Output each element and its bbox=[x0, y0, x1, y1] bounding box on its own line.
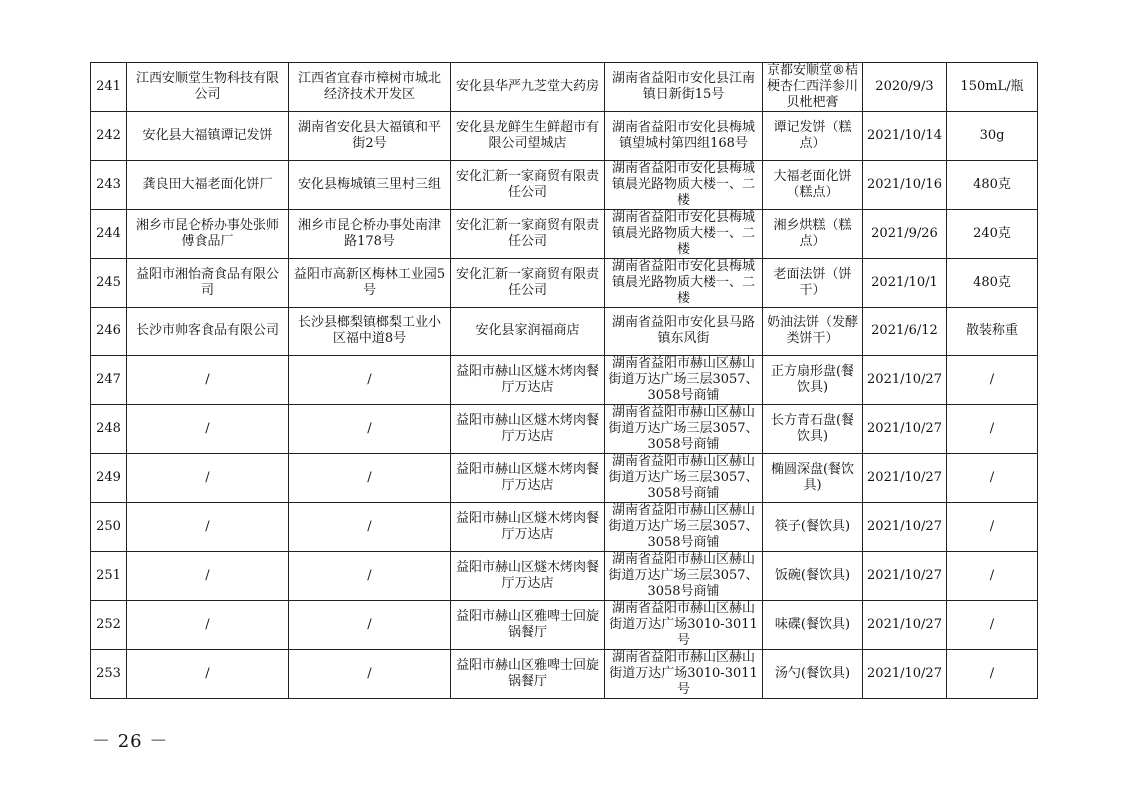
seller-name-cell: 益阳市赫山区雅啤士回旋锅餐厅 bbox=[451, 650, 605, 699]
seller-name-cell: 益阳市赫山区燧木烤肉餐厅万达店 bbox=[451, 356, 605, 405]
seller-address-cell: 湖南省益阳市安化县江南镇日新街15号 bbox=[605, 63, 763, 112]
row-number-cell: 246 bbox=[91, 307, 127, 356]
row-number-cell: 250 bbox=[91, 503, 127, 552]
row-number-cell: 252 bbox=[91, 601, 127, 650]
specification-cell: / bbox=[947, 601, 1038, 650]
producer-name-cell: / bbox=[127, 454, 289, 503]
seller-address-cell: 湖南省益阳市赫山区赫山街道万达广场三层3057、3058号商铺 bbox=[605, 454, 763, 503]
row-number-cell: 242 bbox=[91, 112, 127, 161]
product-name-cell: 饭碗(餐饮具) bbox=[763, 552, 863, 601]
seller-name-cell: 安化县龙鲜生生鲜超市有限公司望城店 bbox=[451, 112, 605, 161]
specification-cell: / bbox=[947, 454, 1038, 503]
product-name-cell: 老面法饼（饼干） bbox=[763, 258, 863, 307]
table-row bbox=[91, 405, 1038, 454]
production-date-cell: 2021/6/12 bbox=[863, 307, 947, 356]
table-row bbox=[91, 209, 1038, 258]
seller-name-cell: 益阳市赫山区燧木烤肉餐厅万达店 bbox=[451, 503, 605, 552]
producer-address-cell: / bbox=[289, 552, 451, 601]
table-row bbox=[91, 112, 1038, 161]
product-name-cell: 正方扇形盘(餐饮具) bbox=[763, 356, 863, 405]
producer-name-cell: 江西安顺堂生物科技有限公司 bbox=[127, 63, 289, 112]
product-name-cell: 湘乡烘糕（糕点） bbox=[763, 209, 863, 258]
production-date-cell: 2021/10/27 bbox=[863, 601, 947, 650]
producer-address-cell: / bbox=[289, 503, 451, 552]
producer-address-cell: 益阳市高新区梅林工业园5号 bbox=[289, 258, 451, 307]
table-row bbox=[91, 63, 1038, 112]
production-date-cell: 2021/9/26 bbox=[863, 209, 947, 258]
producer-name-cell: 龚良田大福老面化饼厂 bbox=[127, 160, 289, 209]
product-name-cell: 谭记发饼（糕点） bbox=[763, 112, 863, 161]
producer-address-cell: 安化县梅城镇三里村三组 bbox=[289, 160, 451, 209]
product-name-cell: 长方青石盘(餐饮具) bbox=[763, 405, 863, 454]
producer-address-cell: / bbox=[289, 405, 451, 454]
product-name-cell: 筷子(餐饮具) bbox=[763, 503, 863, 552]
seller-address-cell: 湖南省益阳市安化县梅城镇晨光路物质大楼一、二楼 bbox=[605, 160, 763, 209]
producer-address-cell: 长沙县榔梨镇榔梨工业小区福中道8号 bbox=[289, 307, 451, 356]
producer-name-cell: / bbox=[127, 552, 289, 601]
row-number-cell: 253 bbox=[91, 650, 127, 699]
seller-address-cell: 湖南省益阳市安化县梅城镇晨光路物质大楼一、二楼 bbox=[605, 209, 763, 258]
table-row bbox=[91, 650, 1038, 699]
specification-cell: 散装称重 bbox=[947, 307, 1038, 356]
seller-name-cell: 益阳市赫山区雅啤士回旋锅餐厅 bbox=[451, 601, 605, 650]
seller-name-cell: 安化汇新一家商贸有限责任公司 bbox=[451, 258, 605, 307]
row-number-cell: 247 bbox=[91, 356, 127, 405]
product-name-cell: 椭圆深盘(餐饮具) bbox=[763, 454, 863, 503]
table-row bbox=[91, 160, 1038, 209]
producer-address-cell: 江西省宜春市樟树市城北经济技术开发区 bbox=[289, 63, 451, 112]
producer-address-cell: 湘乡市昆仑桥办事处南津路178号 bbox=[289, 209, 451, 258]
producer-name-cell: / bbox=[127, 503, 289, 552]
inspection-table bbox=[90, 62, 1038, 699]
page-number: － 26 － bbox=[92, 731, 169, 752]
row-number-cell: 243 bbox=[91, 160, 127, 209]
production-date-cell: 2021/10/1 bbox=[863, 258, 947, 307]
table-row bbox=[91, 258, 1038, 307]
producer-name-cell: 安化县大福镇谭记发饼 bbox=[127, 112, 289, 161]
producer-name-cell: 湘乡市昆仑桥办事处张师傅食品厂 bbox=[127, 209, 289, 258]
producer-address-cell: 湖南省安化县大福镇和平街2号 bbox=[289, 112, 451, 161]
seller-name-cell: 安化汇新一家商贸有限责任公司 bbox=[451, 209, 605, 258]
table-row bbox=[91, 307, 1038, 356]
specification-cell: 30g bbox=[947, 112, 1038, 161]
product-name-cell: 奶油法饼（发酵类饼干） bbox=[763, 307, 863, 356]
product-name-cell: 大福老面化饼（糕点） bbox=[763, 160, 863, 209]
production-date-cell: 2021/10/27 bbox=[863, 405, 947, 454]
production-date-cell: 2021/10/27 bbox=[863, 454, 947, 503]
production-date-cell: 2021/10/27 bbox=[863, 552, 947, 601]
seller-address-cell: 湖南省益阳市安化县马路镇东风街 bbox=[605, 307, 763, 356]
producer-address-cell: / bbox=[289, 356, 451, 405]
row-number-cell: 249 bbox=[91, 454, 127, 503]
producer-name-cell: / bbox=[127, 650, 289, 699]
producer-address-cell: / bbox=[289, 601, 451, 650]
production-date-cell: 2021/10/16 bbox=[863, 160, 947, 209]
producer-address-cell: / bbox=[289, 650, 451, 699]
seller-address-cell: 湖南省益阳市安化县梅城镇望城村第四组168号 bbox=[605, 112, 763, 161]
producer-name-cell: 益阳市湘怡斋食品有限公司 bbox=[127, 258, 289, 307]
row-number-cell: 244 bbox=[91, 209, 127, 258]
producer-name-cell: 长沙市帅客食品有限公司 bbox=[127, 307, 289, 356]
specification-cell: / bbox=[947, 650, 1038, 699]
specification-cell: 150mL/瓶 bbox=[947, 63, 1038, 112]
specification-cell: / bbox=[947, 356, 1038, 405]
seller-address-cell: 湖南省益阳市赫山区赫山街道万达广场3010-3011号 bbox=[605, 601, 763, 650]
production-date-cell: 2021/10/27 bbox=[863, 356, 947, 405]
specification-cell: / bbox=[947, 405, 1038, 454]
seller-address-cell: 湖南省益阳市赫山区赫山街道万达广场3010-3011号 bbox=[605, 650, 763, 699]
row-number-cell: 248 bbox=[91, 405, 127, 454]
table-row bbox=[91, 454, 1038, 503]
specification-cell: 240克 bbox=[947, 209, 1038, 258]
seller-name-cell: 益阳市赫山区燧木烤肉餐厅万达店 bbox=[451, 552, 605, 601]
producer-name-cell: / bbox=[127, 405, 289, 454]
table-row bbox=[91, 503, 1038, 552]
producer-address-cell: / bbox=[289, 454, 451, 503]
seller-name-cell: 益阳市赫山区燧木烤肉餐厅万达店 bbox=[451, 454, 605, 503]
production-date-cell: 2020/9/3 bbox=[863, 63, 947, 112]
production-date-cell: 2021/10/27 bbox=[863, 503, 947, 552]
seller-address-cell: 湖南省益阳市赫山区赫山街道万达广场三层3057、3058号商铺 bbox=[605, 405, 763, 454]
production-date-cell: 2021/10/27 bbox=[863, 650, 947, 699]
table-body bbox=[91, 63, 1038, 699]
specification-cell: 480克 bbox=[947, 160, 1038, 209]
seller-address-cell: 湖南省益阳市赫山区赫山街道万达广场三层3057、3058号商铺 bbox=[605, 503, 763, 552]
seller-address-cell: 湖南省益阳市赫山区赫山街道万达广场三层3057、3058号商铺 bbox=[605, 356, 763, 405]
seller-name-cell: 安化汇新一家商贸有限责任公司 bbox=[451, 160, 605, 209]
row-number-cell: 245 bbox=[91, 258, 127, 307]
table-row bbox=[91, 356, 1038, 405]
specification-cell: / bbox=[947, 552, 1038, 601]
row-number-cell: 241 bbox=[91, 63, 127, 112]
seller-name-cell: 安化县家润福商店 bbox=[451, 307, 605, 356]
row-number-cell: 251 bbox=[91, 552, 127, 601]
product-name-cell: 汤勺(餐饮具) bbox=[763, 650, 863, 699]
seller-name-cell: 益阳市赫山区燧木烤肉餐厅万达店 bbox=[451, 405, 605, 454]
table-row bbox=[91, 601, 1038, 650]
seller-name-cell: 安化县华严九芝堂大药房 bbox=[451, 63, 605, 112]
product-name-cell: 味碟(餐饮具) bbox=[763, 601, 863, 650]
specification-cell: 480克 bbox=[947, 258, 1038, 307]
producer-name-cell: / bbox=[127, 356, 289, 405]
production-date-cell: 2021/10/14 bbox=[863, 112, 947, 161]
producer-name-cell: / bbox=[127, 601, 289, 650]
table-row bbox=[91, 552, 1038, 601]
seller-address-cell: 湖南省益阳市赫山区赫山街道万达广场三层3057、3058号商铺 bbox=[605, 552, 763, 601]
product-name-cell: 京都安顺堂®桔梗杏仁西洋参川贝枇杷膏 bbox=[763, 63, 863, 112]
specification-cell: / bbox=[947, 503, 1038, 552]
seller-address-cell: 湖南省益阳市安化县梅城镇晨光路物质大楼一、二楼 bbox=[605, 258, 763, 307]
